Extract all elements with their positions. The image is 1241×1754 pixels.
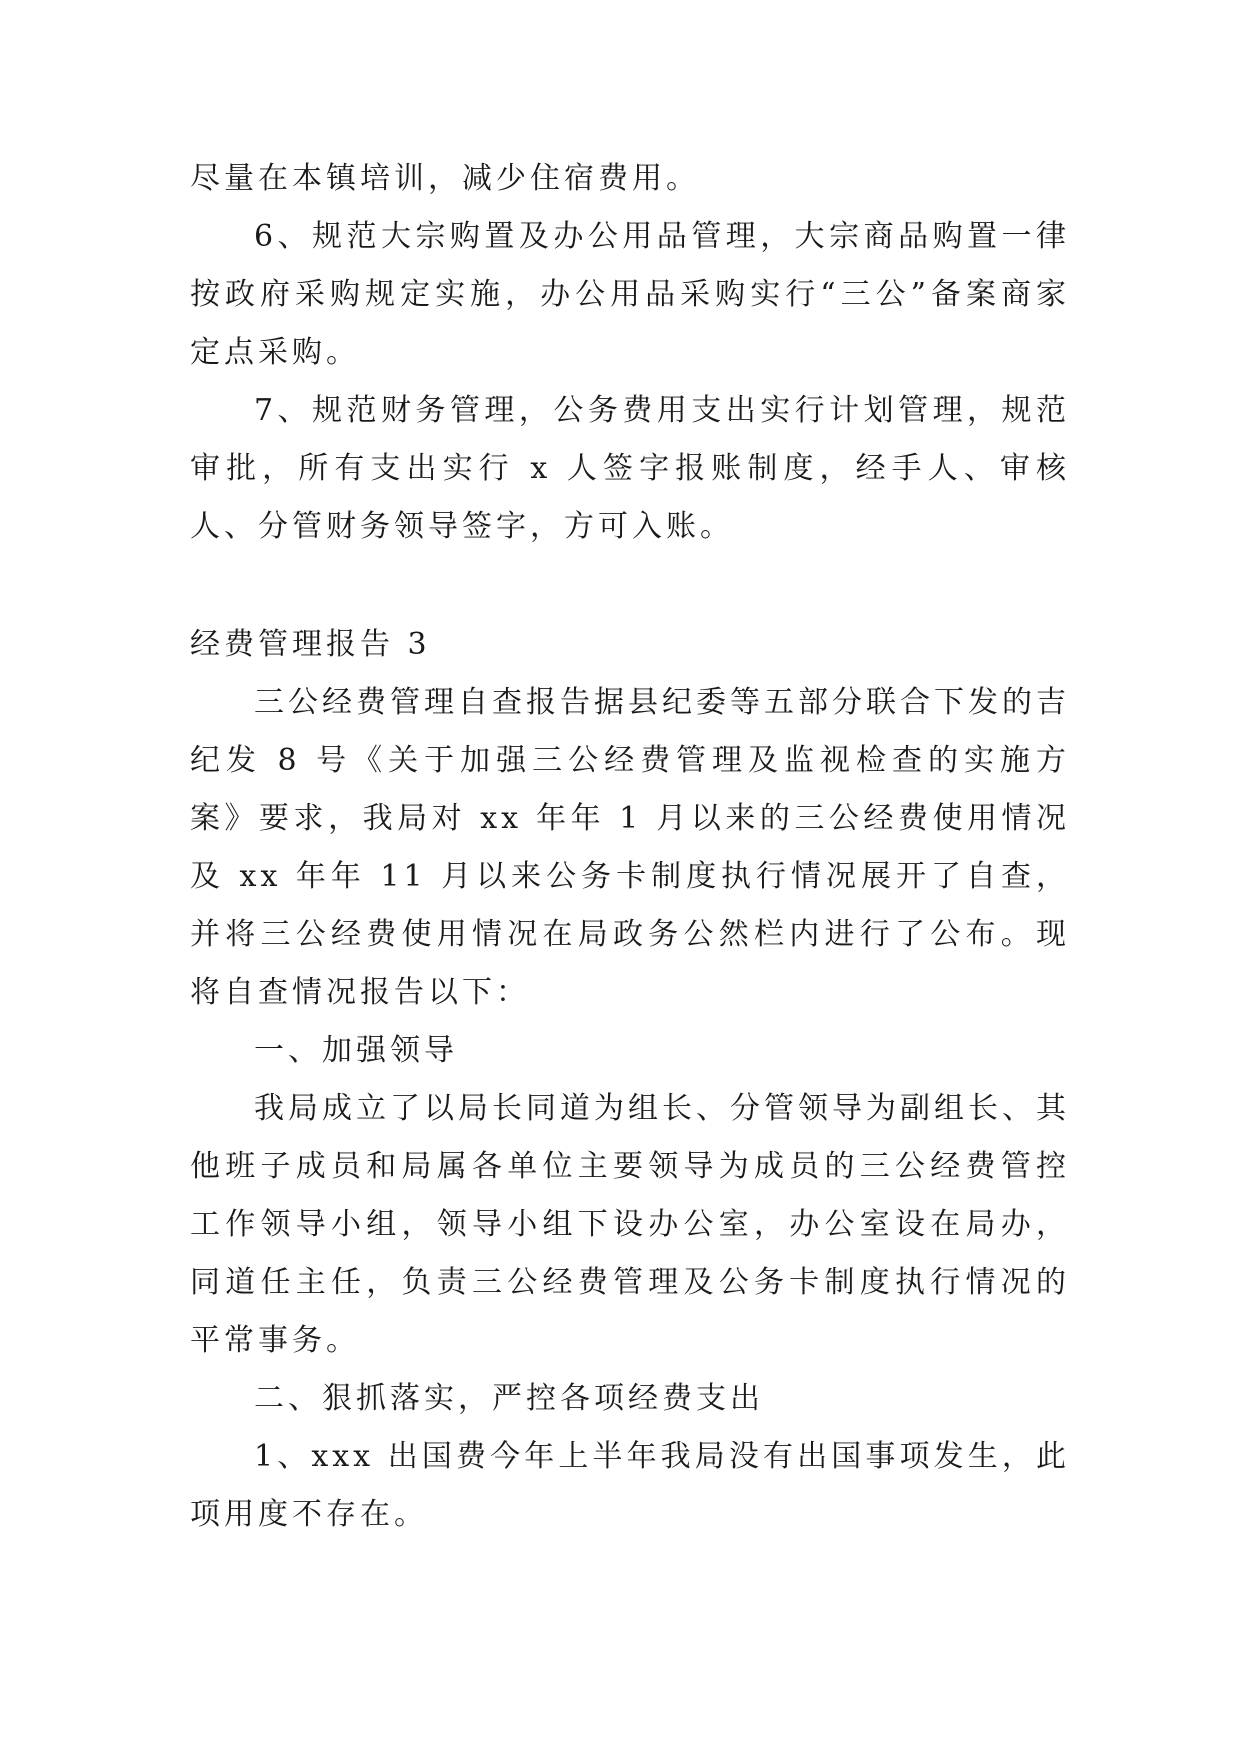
paragraph-continuation: 尽量在本镇培训，减少住宿费用。 (190, 161, 700, 196)
paragraph-item-6: 6、规范大宗购置及办公用品管理，大宗商品购置一律按政府采购规定实施，办公用品采购实行“三公”备案商家定点采购。 (190, 219, 1070, 370)
paragraph-travel-abroad: 1、xxx 出国费今年上半年我局没有出国事项发生，此项用度不存在。 (190, 1439, 1070, 1532)
section-heading-leadership: 一、加强领导 (254, 1033, 458, 1068)
paragraph-leadership: 我局成立了以局长同道为组长、分管领导为副组长、其他班子成员和局属各单位主要领导为成员的三公经费管控工作领导小组，领导小组下设办公室，办公室设在局办，同道任主任，负责三公经费管理及公务卡制度执行情况的平常事务。 (190, 1091, 1070, 1358)
paragraph-item-7: 7、规范财务管理，公务费用支出实行计划管理，规范审批，所有支出实行 x 人签字报账制度，经手人、审核人、分管财务领导签字，方可入账。 (190, 393, 1070, 544)
document-bottom-block (190, 616, 1070, 1544)
paragraph-intro: 三公经费管理自查报告据县纪委等五部分联合下发的吉纪发 8 号《关于加强三公经费管理及监视检查的实施方案》要求，我局对 xx 年年 1 月以来的三公经费使用情况及 xx 年年 11 月以来公务卡制度执行情况展开了自查，并将三公经费使用情况在局政务公然栏内进行了公布。现将自查情况报告以下： (190, 685, 1070, 1010)
section-title: 经费管理报告 3 (190, 627, 431, 662)
section-heading-implementation: 二、狠抓落实，严控各项经费支出 (254, 1381, 764, 1416)
document-top-block (190, 150, 1070, 556)
